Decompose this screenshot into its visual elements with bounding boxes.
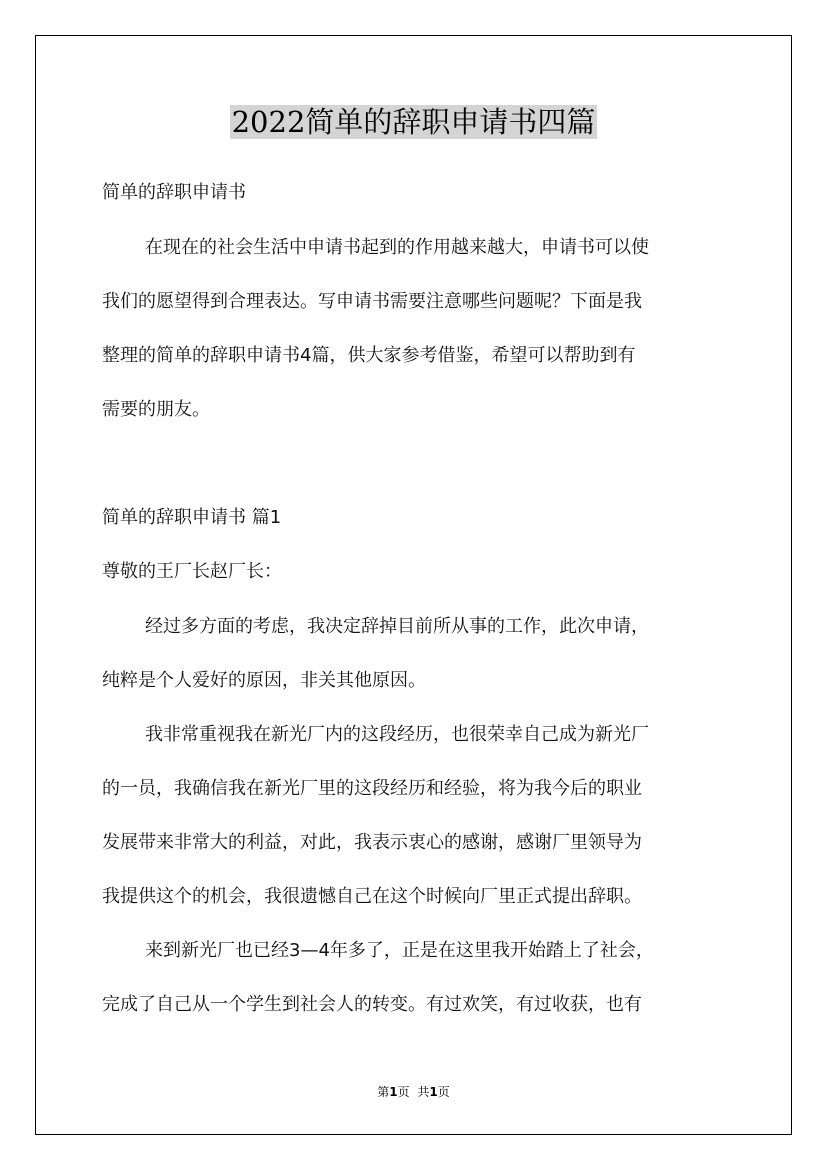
paragraph-line: 需要的朋友。 — [102, 399, 210, 420]
paragraph-line: 经过多方面的考虑，我决定辞掉目前所从事的工作，此次申请， — [145, 616, 649, 637]
document-title-text: 2022简单的辞职申请书四篇 — [231, 105, 596, 139]
section-heading: 简单的辞职申请书 — [102, 182, 246, 203]
paragraph-line: 发展带来非常大的利益，对此，我表示衷心的感谢，感谢厂里领导为 — [102, 832, 642, 853]
total-pages-suffix: 页 — [437, 1085, 450, 1099]
section-heading: 简单的辞职申请书 篇1 — [102, 507, 282, 528]
document-title — [0, 100, 827, 144]
paragraph-line: 我非常重视我在新光厂内的这段经历，也很荣幸自己成为新光厂 — [145, 724, 649, 745]
paragraph-line: 的一员，我确信我在新光厂里的这段经历和经验，将为我今后的职业 — [102, 778, 642, 799]
page-number-prefix: 第 — [377, 1085, 390, 1099]
page-footer — [0, 1083, 827, 1100]
paragraph-line: 整理的简单的辞职申请书4篇，供大家参考借鉴，希望可以帮助到有 — [102, 345, 636, 366]
total-pages: 1 — [429, 1085, 438, 1099]
total-pages-prefix: 共 — [417, 1085, 430, 1099]
page-number-suffix: 页 — [397, 1085, 410, 1099]
paragraph-line: 在现在的社会生活中申请书起到的作用越来越大，申请书可以使 — [145, 237, 649, 258]
paragraph-line: 来到新光厂也已经3—4年多了，正是在这里我开始踏上了社会， — [145, 940, 654, 961]
paragraph-line: 我们的愿望得到合理表达。写申请书需要注意哪些问题呢？下面是我 — [102, 291, 642, 312]
paragraph-line: 纯粹是个人爱好的原因，非关其他原因。 — [102, 670, 426, 691]
paragraph-line: 我提供这个的机会，我很遗憾自己在这个时候向厂里正式提出辞职。 — [102, 886, 642, 907]
page-number: 1 — [389, 1085, 398, 1099]
paragraph-line: 完成了自己从一个学生到社会人的转变。有过欢笑，有过收获，也有 — [102, 994, 642, 1015]
salutation: 尊敬的王厂长赵厂长： — [102, 561, 282, 582]
